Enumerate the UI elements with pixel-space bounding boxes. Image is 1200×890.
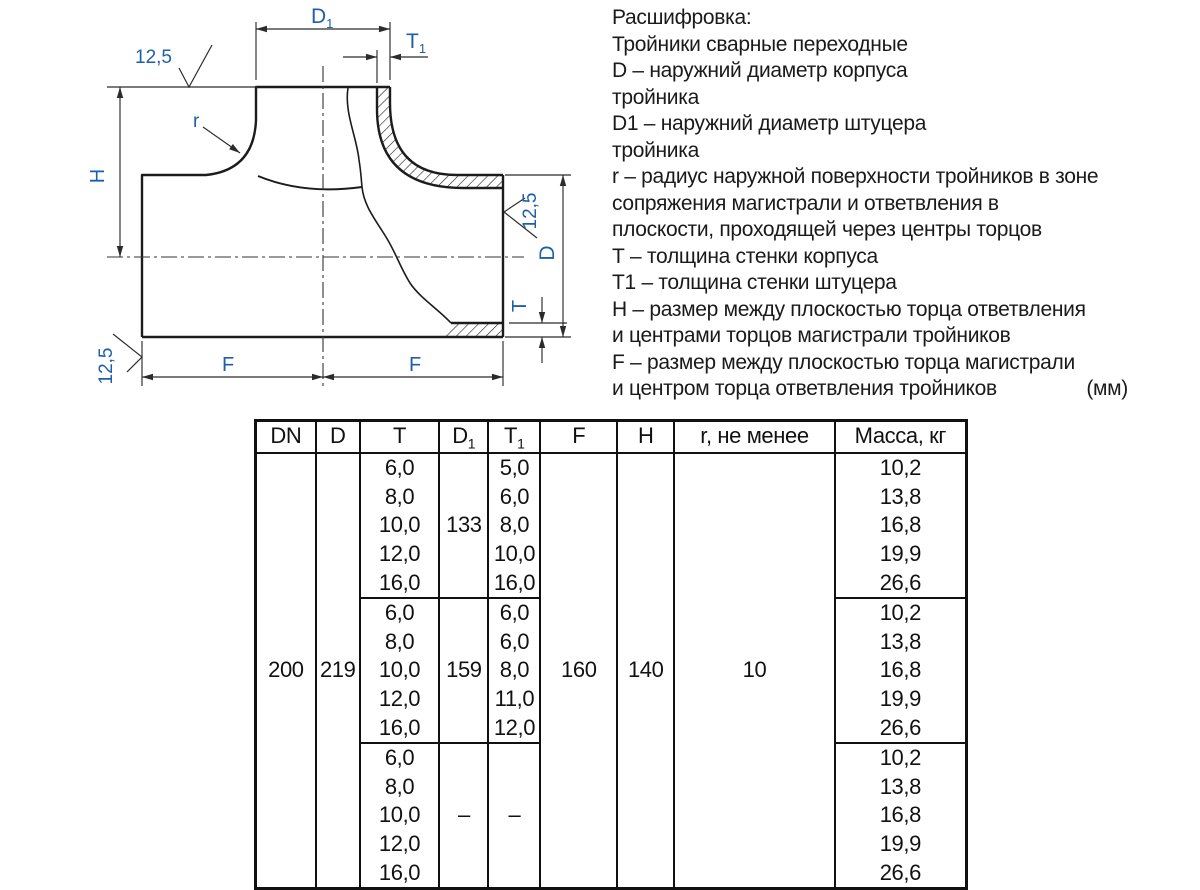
section-hatch-bottom-wall — [443, 323, 503, 337]
col-header-dn: DN — [256, 421, 316, 454]
label-roughness-top: 12,5 — [135, 47, 172, 68]
cell-r: 10 — [674, 453, 834, 888]
label-t: T — [509, 299, 531, 313]
cell-d: 219 — [316, 453, 360, 888]
legend-line: F – размер между плоскостью торца магистрали — [612, 350, 1075, 374]
legend-line: Н – размер между плоскостью торца ответвления — [612, 297, 1086, 321]
col-header-f: F — [540, 421, 617, 454]
centerlines — [107, 66, 524, 390]
cell-t: 10,0 — [360, 511, 440, 540]
cell-mass: 16,8 — [835, 511, 967, 540]
spec-table-wrap — [254, 419, 968, 890]
cell-mass: 26,6 — [835, 858, 967, 888]
legend-line: тройника — [612, 138, 699, 162]
cell-t1: 5,0 — [488, 453, 540, 483]
cell-f: 160 — [540, 453, 617, 888]
table-row — [256, 453, 967, 483]
label-r: r — [193, 111, 200, 132]
legend-line: и центрами торцов магистрали тройников — [612, 324, 1011, 347]
cell-t1: – — [488, 743, 540, 888]
col-header-mass: Масса, кг — [835, 421, 967, 454]
cell-mass: 13,8 — [835, 483, 967, 512]
label-d1: $D_1$ — [311, 5, 334, 31]
cell-t: 8,0 — [360, 483, 440, 512]
cell-dn: 200 — [256, 453, 316, 888]
cell-mass: 13,8 — [835, 628, 967, 657]
cell-t: 16,0 — [360, 568, 440, 598]
label-f-left: F — [222, 354, 235, 376]
cell-t1: 10,0 — [488, 540, 540, 569]
cell-t: 12,0 — [360, 830, 440, 859]
cell-mass: 19,9 — [835, 540, 967, 569]
col-header-d1: $D_1$ — [439, 421, 488, 454]
cell-t1: 11,0 — [488, 685, 540, 714]
legend-line: D1 – наружний диаметр штуцера — [612, 112, 927, 135]
radius-leader-line — [203, 127, 240, 153]
cell-t1: 8,0 — [488, 511, 540, 540]
legend-line: D – наружний диаметр корпуса — [612, 59, 908, 82]
cell-mass: 26,6 — [835, 713, 967, 743]
cell-t1: 8,0 — [488, 656, 540, 685]
cell-t: 8,0 — [360, 628, 440, 657]
roughness-icon-top — [179, 45, 212, 87]
label-f-right: F — [409, 354, 422, 376]
col-header-r: r, не менее — [674, 421, 834, 454]
cell-d1: 133 — [439, 453, 488, 598]
cell-d1: 159 — [439, 598, 488, 743]
cell-mass: 13,8 — [835, 773, 967, 802]
legend-line: сопряжения магистрали и ответвления в — [612, 191, 999, 215]
cell-t: 10,0 — [360, 656, 440, 685]
cell-t1: 6,0 — [488, 483, 540, 512]
label-h: H — [87, 168, 109, 184]
legend-title: Расшифровка: — [612, 6, 752, 29]
cell-t1: 12,0 — [488, 713, 540, 743]
spec-table — [254, 419, 968, 890]
cell-t: 16,0 — [360, 858, 440, 888]
cell-mass: 19,9 — [835, 685, 967, 714]
cell-t: 6,0 — [360, 598, 440, 628]
cell-mass: 16,8 — [835, 656, 967, 685]
cell-mass: 19,9 — [835, 830, 967, 859]
label-t1: $T_1$ — [406, 30, 427, 56]
header-row — [256, 421, 967, 454]
col-header-d: D — [316, 421, 360, 454]
col-header-h: H — [617, 421, 674, 454]
roughness-icon-bottom-left — [113, 334, 142, 372]
cell-mass: 10,2 — [835, 453, 967, 483]
cell-t: 8,0 — [360, 773, 440, 802]
cell-mass: 26,6 — [835, 568, 967, 598]
legend-line: плоскости, проходящей через центры торцов — [612, 218, 1042, 241]
label-d: D — [536, 245, 559, 261]
cell-t: 10,0 — [360, 801, 440, 830]
legend-text — [612, 5, 1128, 403]
label-roughness-bottom: 12,5 — [96, 347, 117, 385]
cell-h: 140 — [617, 453, 674, 888]
col-header-t1: $T_1$ — [488, 421, 540, 454]
legend-units: (мм) — [1086, 377, 1128, 400]
legend-line: тройника — [612, 85, 699, 109]
legend-line: Т1 – толщина стенки штуцера — [612, 271, 897, 294]
col-header-t: T — [360, 421, 440, 454]
cell-t: 12,0 — [360, 540, 440, 569]
cell-t: 16,0 — [360, 713, 440, 743]
cell-d1: – — [439, 743, 488, 888]
cell-mass: 10,2 — [835, 743, 967, 773]
cell-t: 12,0 — [360, 685, 440, 714]
legend-line: r – радиус наружной поверхности тройников в зоне — [612, 165, 1099, 188]
cell-t1: 16,0 — [488, 568, 540, 598]
legend-line: Т – толщина стенки корпуса — [612, 244, 878, 268]
legend-line: Тройники сварные переходные — [612, 32, 908, 56]
tee-technical-drawing — [0, 0, 600, 412]
cell-t: 6,0 — [360, 743, 440, 773]
cell-mass: 16,8 — [835, 801, 967, 830]
cell-mass: 10,2 — [835, 598, 967, 628]
label-roughness-right: 12,5 — [520, 192, 541, 230]
cell-t: 6,0 — [360, 453, 440, 483]
legend-last-text: и центром торца ответвления тройников — [612, 377, 997, 400]
legend-last-line — [612, 376, 1128, 403]
cell-t1: 6,0 — [488, 598, 540, 628]
cell-t1: 6,0 — [488, 628, 540, 657]
